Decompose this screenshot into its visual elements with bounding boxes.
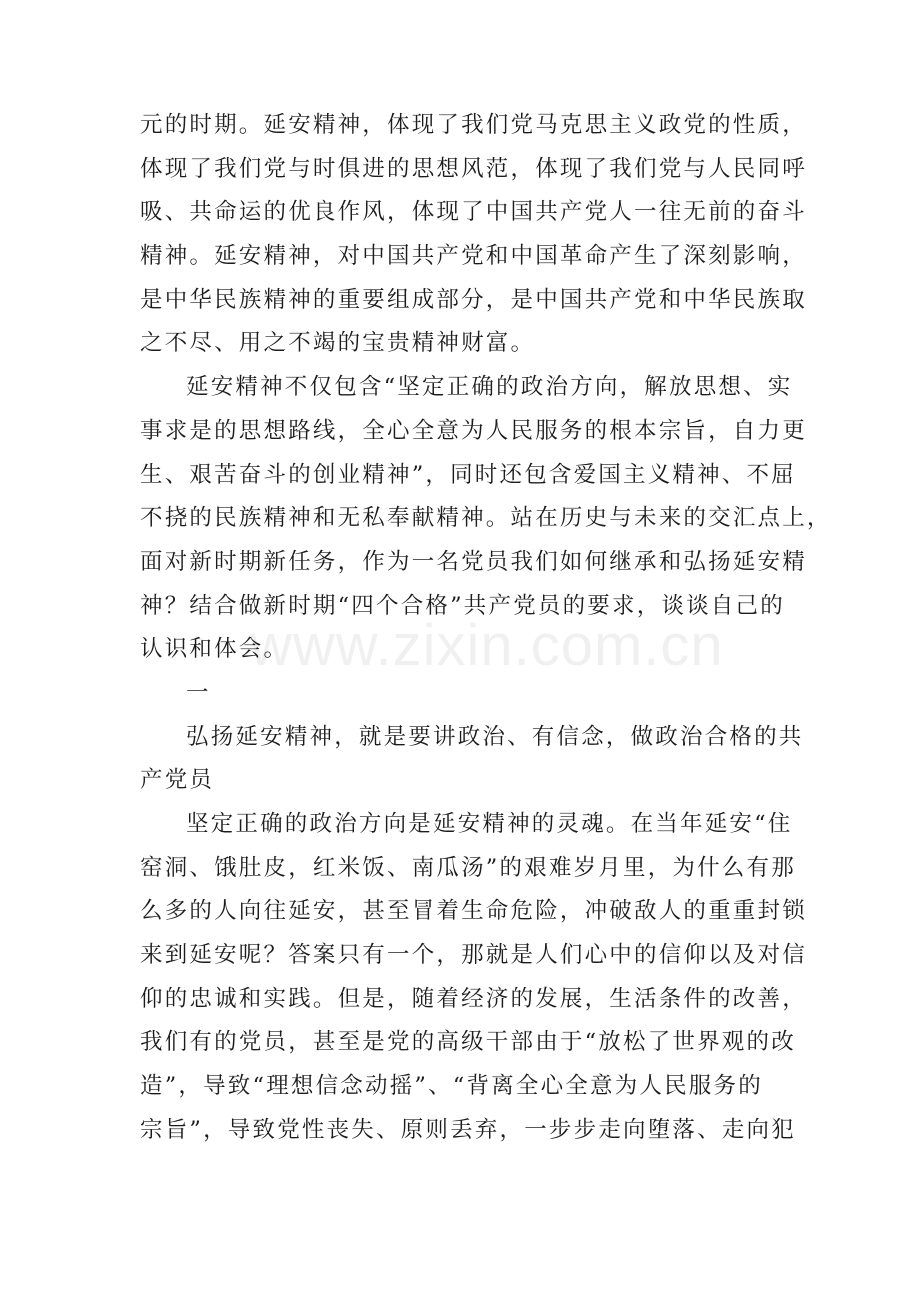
text-line: 仰的忠诚和实践。但是，随着经济的发展，生活条件的改善， [140, 985, 807, 1012]
text-line: 事求是的思想路线，全心全意为人民服务的根本宗旨，自力更 [140, 417, 807, 444]
section-number [140, 672, 782, 716]
heading-line: 产党员 [140, 767, 215, 794]
text-line: 坚定正确的政治方向是延安精神的灵魂。在当年延安“住 [186, 811, 793, 837]
text-line: 是中华民族精神的重要组成部分，是中国共产党和中华民族取 [140, 286, 807, 313]
document-body [140, 104, 832, 1153]
text-line: 延安精神不仅包含“坚定正确的政治方向，解放思想、实 [186, 374, 793, 401]
text-line: 吸、共命运的优良作风，体现了中国共产党人一往无前的奋斗 [140, 199, 807, 226]
text-line: 精神。延安精神，对中国共产党和中国革命产生了深刻影响， [140, 243, 807, 270]
paragraph-yanan-spirit [140, 366, 832, 672]
text-line: 么多的人向往延安，甚至冒着生命危险，冲破敌人的重重封锁 [140, 898, 807, 925]
text-line: 面对新时期新任务，作为一名党员我们如何继承和弘扬延安精 [140, 548, 807, 575]
text-line: 元的时期。延安精神，体现了我们党马克思主义政党的性质， [140, 112, 807, 138]
text-line: 神？结合做新时期“四个合格”共产党员的要求，谈谈自己的 [140, 592, 785, 619]
heading-line: 弘扬延安精神，就是要讲政治、有信念，做政治合格的共 [186, 723, 804, 750]
text-line: 造”，导致“理想信念动摇”、“背离全心全意为人民服务的 [140, 1073, 763, 1100]
text-line: 我们有的党员，甚至是党的高级干部由于“放松了世界观的改 [140, 1029, 796, 1056]
watermark: www.zixin.com.cn [250, 613, 724, 678]
paragraph-political-direction [140, 803, 807, 1153]
section-heading [140, 716, 804, 803]
text-line: 体现了我们党与时俱进的思想风范，体现了我们党与人民同呼 [140, 155, 807, 182]
section-number-text: 一 [186, 679, 211, 706]
paragraph-intro [140, 104, 807, 366]
text-line: 生、艰苦奋斗的创业精神”，同时还包含爱国主义精神、不屈 [140, 461, 796, 488]
text-line: 之不尽、用之不竭的宝贵精神财富。 [140, 330, 536, 357]
text-line: 认识和体会。 [140, 636, 289, 663]
text-line: 窑洞、饿肚皮，红米饭、南瓜汤”的艰难岁月里，为什么有那 [140, 854, 796, 881]
text-line: 宗旨”，导致党性丧失、原则丢弃，一步步走向堕落、走向犯 [140, 1116, 796, 1143]
text-line: 不挠的民族精神和无私奉献精神。站在历史与未来的交汇点上， [140, 505, 832, 532]
text-line: 来到延安呢？答案只有一个，那就是人们心中的信仰以及对信 [140, 942, 807, 969]
